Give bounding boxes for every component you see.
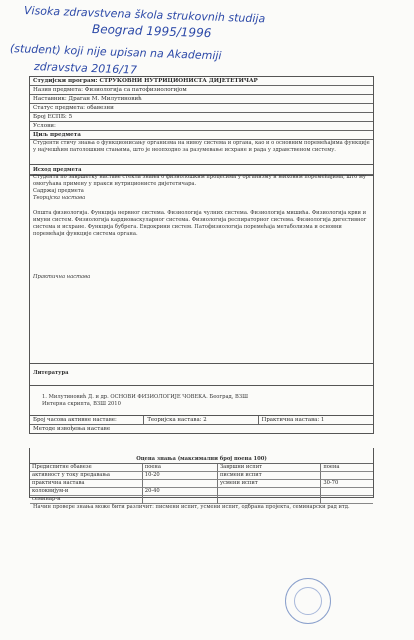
literature-heading: Литература: [33, 370, 69, 376]
scoring-cell: [218, 496, 321, 504]
scoring-col-header: поена: [321, 464, 373, 472]
scoring-grid: [30, 464, 373, 504]
scoring-cell: [321, 472, 373, 480]
scoring-col-header: Завршни испит: [218, 464, 321, 472]
literature-item-2: Интерна скрипта, ВЗШ 2010: [42, 401, 121, 407]
scoring-cell: практична настава: [30, 480, 143, 488]
scoring-cell: [321, 488, 373, 496]
content-text: Општа физиологија. Функција нервног система. Физиологија чулних система. Физиологија мишића. Физиологија крви и имуни систем. Физиологија кардиоваскуларног система. Физиологија респираторног система. Физиологија дигестивног система и исхране. Функција бубрега. Ендокрини систем. Патофизиологија поремећаја метаболизма и основни поремећаји функције система органа.: [33, 210, 367, 237]
scoring-cell: семинар-и: [30, 496, 143, 504]
scoring-cell: усмени испит: [218, 480, 321, 488]
scoring-cell: 10-20: [143, 472, 218, 480]
official-stamp: [285, 578, 331, 624]
course-header-table: [29, 76, 374, 176]
outcome-text: Студента по завршетку наставе стекла знања о физиолошким процесима у организму и њиховим поремећајима, што му омогућава примену у пракси нутриционисте дијететичара.: [33, 174, 366, 187]
scoring-col-header: Предиспитне обавезе: [30, 464, 143, 472]
scoring-cell: 20-40: [143, 488, 218, 496]
scoring-cell: [321, 496, 373, 504]
scoring-cell: писмени испит: [218, 472, 321, 480]
hours-practice: Практична настава: 1: [261, 417, 325, 423]
goal-heading: Циљ предмета: [30, 131, 373, 140]
practical-heading: Практична настава: [33, 274, 91, 280]
literature-block: [29, 364, 374, 386]
handwritten-note-2: Beograd 1995/1996: [91, 22, 212, 41]
scoring-cell: 30-70: [321, 480, 373, 488]
course-body: [29, 164, 374, 364]
conditions: Услови:: [30, 122, 373, 131]
hours-theory: Теоријска настава: 2: [144, 416, 258, 424]
espb-credits: Број ЕСПБ: 5: [30, 113, 373, 122]
handwritten-note-3: (student) koji nije upisan na Akademiji: [9, 42, 222, 63]
teaching-methods: Методе извођења наставе: [33, 426, 111, 432]
hours-table: [29, 416, 374, 434]
outcome-heading: Исход предмета: [33, 167, 82, 173]
scoring-table: [29, 448, 374, 510]
scoring-cell: активност у току предавања: [30, 472, 143, 480]
scoring-cell: колоквијум-и: [30, 488, 143, 496]
course-name: Назив предмета: Физиологија са патофизиологијом: [30, 86, 373, 95]
content-heading: Садржај предмета: [33, 188, 84, 194]
handwritten-note-1: Visoka zdravstvena škola strukovnih studija: [23, 4, 266, 26]
course-status: Статус предмета: обавезни: [30, 104, 373, 113]
scoring-title: Оцена знања (максимални број поена 100): [30, 456, 373, 464]
hours-lectures: Број часова активне наставе:: [30, 416, 144, 424]
literature-item-1: 1. Милутиновић Д. и др. ОСНОВИ ФИЗИОЛОГИЈЕ ЧОВЕКА. Београд, ВЗШ: [42, 394, 248, 400]
teacher-name: Наставник: Драган М. Милутиновић: [30, 95, 373, 104]
handwritten-note-4: zdravstva 2016/17: [33, 60, 138, 77]
scoring-col-header: поена: [143, 464, 218, 472]
goal-text: Студенти стичу знања о функционисању организма на нивоу система и органа, као и о основним поремећајима функције у најчешћим патолошким стањима, што је неопходно за разумевање исхране и рада у здравственом систему.: [30, 140, 373, 175]
study-program: Студијски програм: СТРУКОВНИ НУТРИЦИОНИСТА ДИЈЕТЕТИЧАР: [30, 77, 373, 86]
scoring-footer: Начин провере знања може бити различит: писмени испит, усмени испит, одбрана пројекта, семинарски рад итд.: [33, 504, 350, 510]
content-sub: Теоријска настава: [33, 195, 86, 201]
literature-list: [29, 386, 374, 416]
scoring-cell: [143, 496, 218, 504]
scoring-cell: [218, 488, 321, 496]
scoring-cell: [143, 480, 218, 488]
